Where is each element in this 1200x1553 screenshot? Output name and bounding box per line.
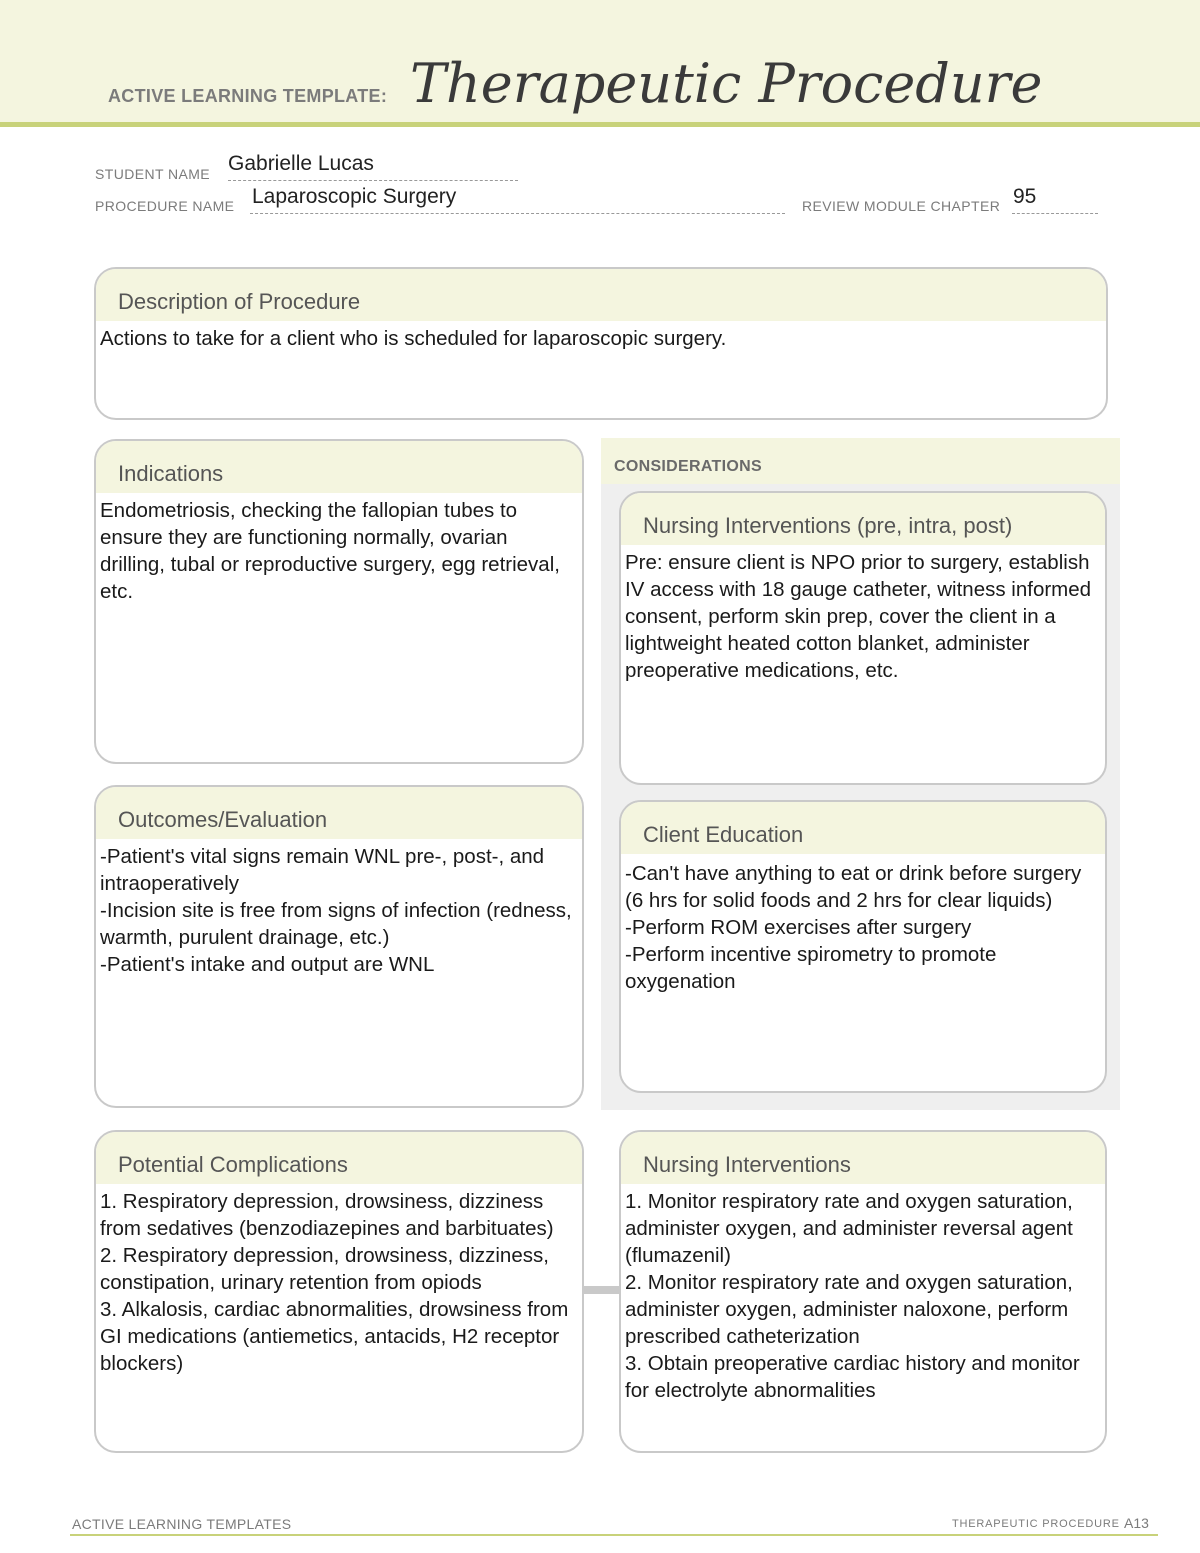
nursing-interventions-bottom-text[interactable]: 1. Monitor respiratory rate and oxygen saturation, administer oxygen, and administer reversal agent (flumazenil) 2. Monitor respiratory rate and oxygen saturation, administer oxygen, administer naloxone, perform prescribed catheterization 3. Obtain preoperative cardiac history and monitor for electrolyte abnormalities — [625, 1190, 1080, 1402]
client-education-heading: Client Education — [621, 802, 1105, 854]
indications-box — [94, 439, 584, 764]
page-title: Therapeutic Procedure — [410, 52, 1043, 115]
potential-complications-text[interactable]: 1. Respiratory depression, drowsiness, dizziness from sedatives (benzodiazepines and barbituates) 2. Respiratory depression, drowsiness, dizziness, constipation, urinary retention from opiods 3. Alkalosis, cardiac abnormalities, drowsiness from GI medications (antiemetics, antacids, H2 receptor blockers) — [100, 1190, 569, 1375]
potential-complications-box — [94, 1130, 584, 1453]
outcomes-box — [94, 785, 584, 1108]
nursing-interventions-text[interactable]: Pre: ensure client is NPO prior to surgery, establish IV access with 18 gauge catheter, witness informed consent, perform skin prep, cover the client in a lightweight heated cotton blanket, administer preoperative medications, etc. — [625, 551, 1092, 682]
footer-page-number: A13 — [1124, 1515, 1149, 1531]
nursing-interventions-bottom-heading: Nursing Interventions — [621, 1132, 1105, 1184]
client-education-text[interactable]: -Can't have anything to eat or drink before surgery (6 hrs for solid foods and 2 hrs for clear liquids) -Perform ROM exercises after surgery -Perform incentive spirometry to promote oxygenation — [625, 862, 1082, 993]
student-name-label: STUDENT NAME — [95, 166, 210, 182]
client-education-box — [619, 800, 1107, 1093]
student-name-field[interactable]: Gabrielle Lucas — [228, 152, 374, 175]
footer-divider — [70, 1534, 1158, 1536]
header-divider — [0, 122, 1200, 127]
nursing-interventions-box — [619, 491, 1107, 785]
template-label: ACTIVE LEARNING TEMPLATE: — [108, 86, 388, 106]
footer-left-label: ACTIVE LEARNING TEMPLATES — [72, 1516, 292, 1532]
procedure-name-label: PROCEDURE NAME — [95, 198, 235, 214]
review-module-line — [1012, 213, 1098, 214]
description-box — [94, 267, 1108, 420]
procedure-name-line — [250, 213, 785, 214]
indications-heading: Indications — [96, 441, 582, 493]
procedure-name-field[interactable]: Laparoscopic Surgery — [252, 185, 457, 208]
indications-text[interactable]: Endometriosis, checking the fallopian tubes to ensure they are functioning normally, ovarian drilling, tubal or reproductive surgery, egg retrieval, etc. — [100, 499, 560, 603]
student-name-line — [228, 180, 518, 181]
description-heading: Description of Procedure — [96, 269, 1106, 321]
footer-right-label: THERAPEUTIC PROCEDURE — [952, 1518, 1120, 1530]
review-module-chapter-field[interactable]: 95 — [1013, 185, 1037, 208]
potential-complications-heading: Potential Complications — [96, 1132, 582, 1184]
nursing-interventions-bottom-box — [619, 1130, 1107, 1453]
description-text[interactable]: Actions to take for a client who is scheduled for laparoscopic surgery. — [100, 327, 727, 350]
review-module-label: REVIEW MODULE CHAPTER — [802, 198, 1001, 214]
outcomes-text[interactable]: -Patient's vital signs remain WNL pre-, post-, and intraoperatively -Incision site is free from signs of infection (redness, warmth, purulent drainage, etc.) -Patient's intake and output are WNL — [100, 845, 572, 976]
nursing-interventions-heading: Nursing Interventions (pre, intra, post) — [621, 493, 1105, 545]
box-connector — [583, 1286, 621, 1294]
considerations-label: CONSIDERATIONS — [614, 458, 762, 475]
outcomes-heading: Outcomes/Evaluation — [96, 787, 582, 839]
